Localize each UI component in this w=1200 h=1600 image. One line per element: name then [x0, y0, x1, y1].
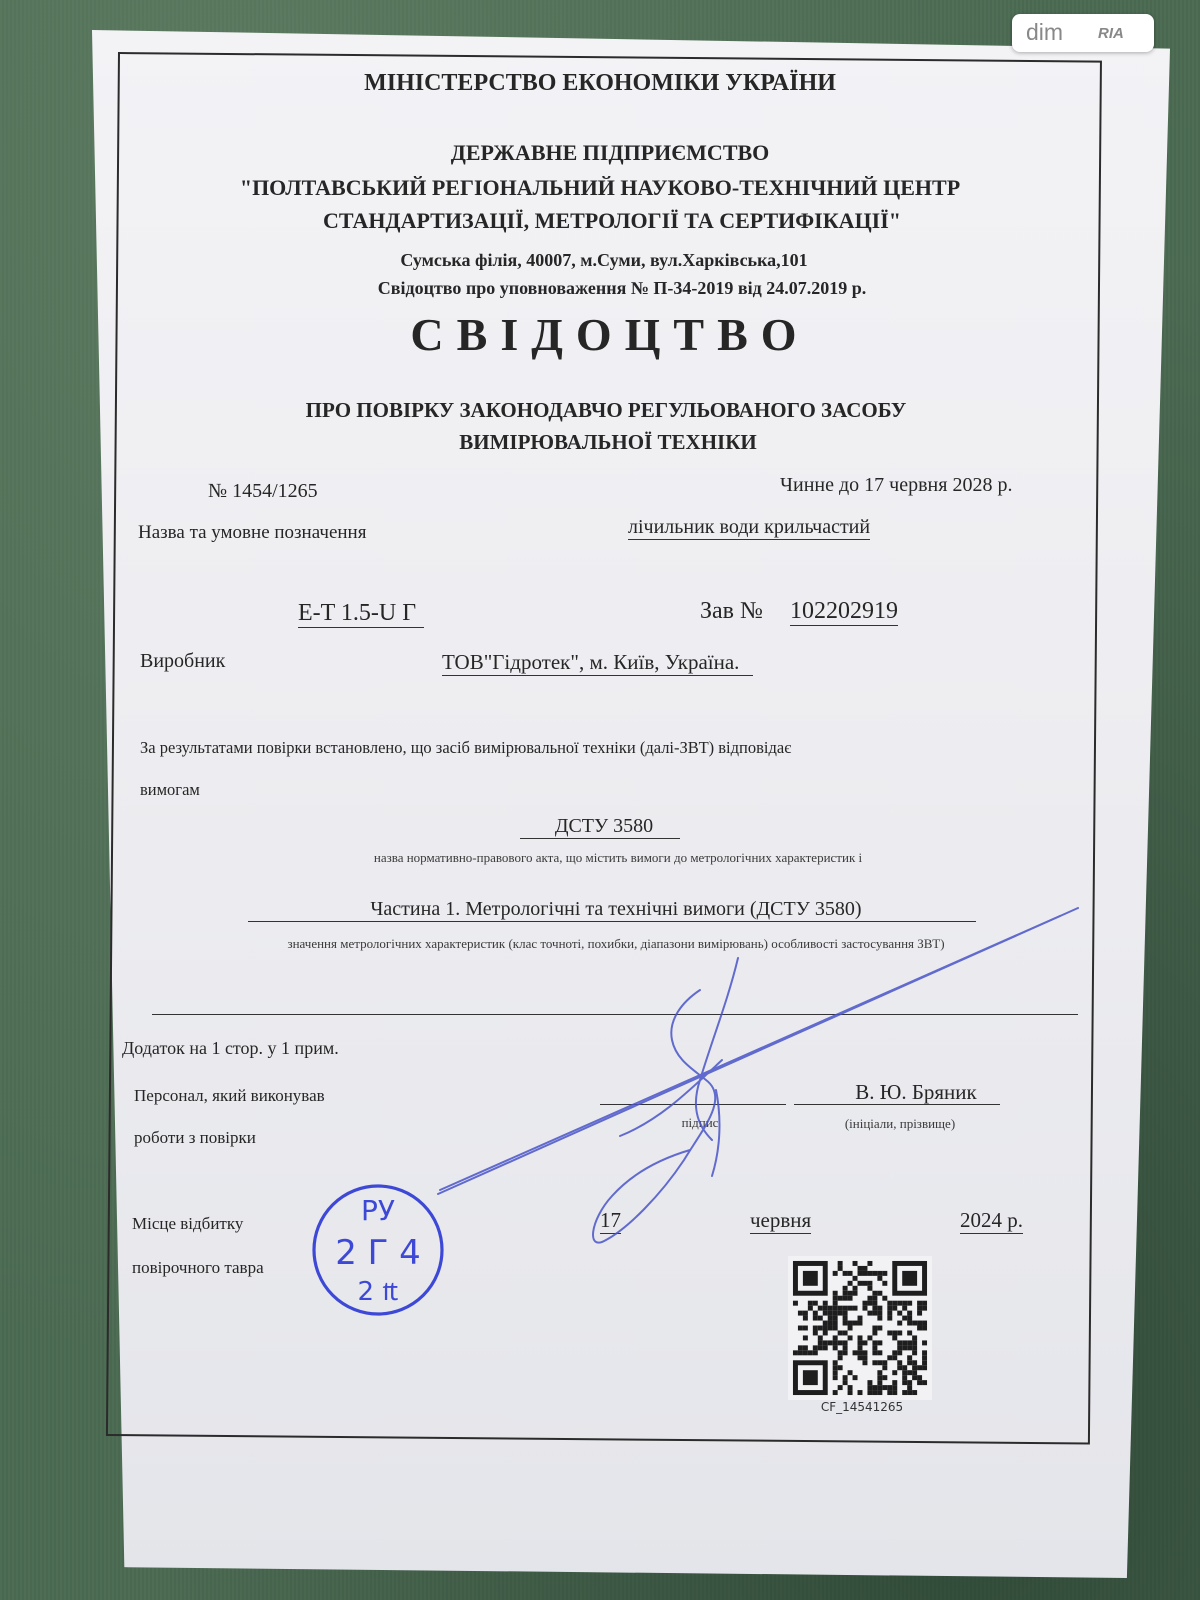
branch-address: Сумська філія, 40007, м.Суми, вул.Харківська,101 [400, 250, 808, 270]
personnel-label-line2: роботи з повірки [134, 1128, 256, 1147]
center-name-line2: СТАНДАРТИЗАЦІЇ, МЕТРОЛОГІЇ ТА СЕРТИФІКАЦІЇ" [322, 208, 902, 233]
appendix-text: Додаток на 1 стор. у 1 прим. [122, 1038, 339, 1058]
certificate-title: СВІДОЦТВО [410, 309, 810, 360]
authorization-line: Свідоцтво про уповноваження № П-34-2019 від 24.07.2019 р. [377, 278, 867, 298]
stamp-line3: 2 ₶ [357, 1277, 399, 1307]
subtitle-line1: ПРО ПОВІРКУ ЗАКОНОДАВЧО РЕГУЛЬОВАНОГО ЗАСОБУ [305, 398, 907, 422]
stamp-line1: РУ [361, 1194, 395, 1227]
certificate-number: № 1454/1265 [208, 480, 318, 502]
date-year: 2024 р. [960, 1208, 1023, 1232]
standard-value: ДСТУ 3580 [554, 815, 654, 837]
standard-caption: назва нормативно-правового акта, що містить вимоги до метрологічних характеристик і [373, 850, 863, 865]
manufacturer-value: ТОВ"Гідротек", м. Київ, Україна. [442, 650, 753, 676]
result-text-continued: вимогам [140, 780, 200, 799]
result-text: За результатами повірки встановлено, що засіб вимірювальної техніки (далі-ЗВТ) відповідає [140, 738, 792, 757]
verifier-name: В. Ю. Бряник [855, 1080, 977, 1104]
dim-ria-watermark [1012, 14, 1154, 52]
date-month: червня [750, 1208, 812, 1232]
stamp-line2: 2 Г 4 [335, 1233, 421, 1273]
requirements-caption: значення метрологічних характеристик (клас точноті, похибки, діапазони вимірювань) особливості застосування ЗВТ) [287, 936, 945, 951]
watermark-ria: RIA [1098, 25, 1124, 42]
name-label: Назва та умовне позначення [138, 522, 367, 543]
personnel-label-line1: Персонал, який виконував [134, 1086, 325, 1105]
signature-caption: підпис [681, 1115, 719, 1130]
valid-until: Чинне до 17 червня 2028 р. [780, 474, 1013, 496]
model-value: E-T 1.5-U Г [298, 600, 424, 628]
document-code: CF_14541265 [820, 1400, 904, 1414]
center-name-line1: "ПОЛТАВСЬКИЙ РЕГІОНАЛЬНИЙ НАУКОВО-ТЕХНІЧНИЙ ЦЕНТР [239, 175, 961, 200]
watermark-dim: dim [1026, 19, 1064, 45]
serial-value: 102202919 [790, 598, 898, 624]
manufacturer-label: Виробник [140, 650, 226, 672]
stamp-place-line2: повірочного тавра [132, 1258, 264, 1277]
signature-mark [438, 908, 1078, 1243]
verifier-caption: (ініціали, прізвище) [844, 1116, 956, 1131]
ministry-heading: МІНІСТЕРСТВО ЕКОНОМІКИ УКРАЇНИ [364, 70, 836, 96]
name-value: лічильник води крильчастий [628, 516, 871, 538]
stamp-place-line1: Місце відбитку [132, 1214, 244, 1233]
date-day: 17 [600, 1208, 621, 1232]
enterprise-type: ДЕРЖАВНЕ ПІДПРИЄМСТВО [450, 140, 770, 165]
subtitle-line2: ВИМІРЮВАЛЬНОЇ ТЕХНІКИ [459, 430, 757, 454]
serial-label: Зав № [700, 598, 763, 624]
requirements-value: Частина 1. Метрологічні та технічні вимоги (ДСТУ 3580) [370, 898, 862, 920]
